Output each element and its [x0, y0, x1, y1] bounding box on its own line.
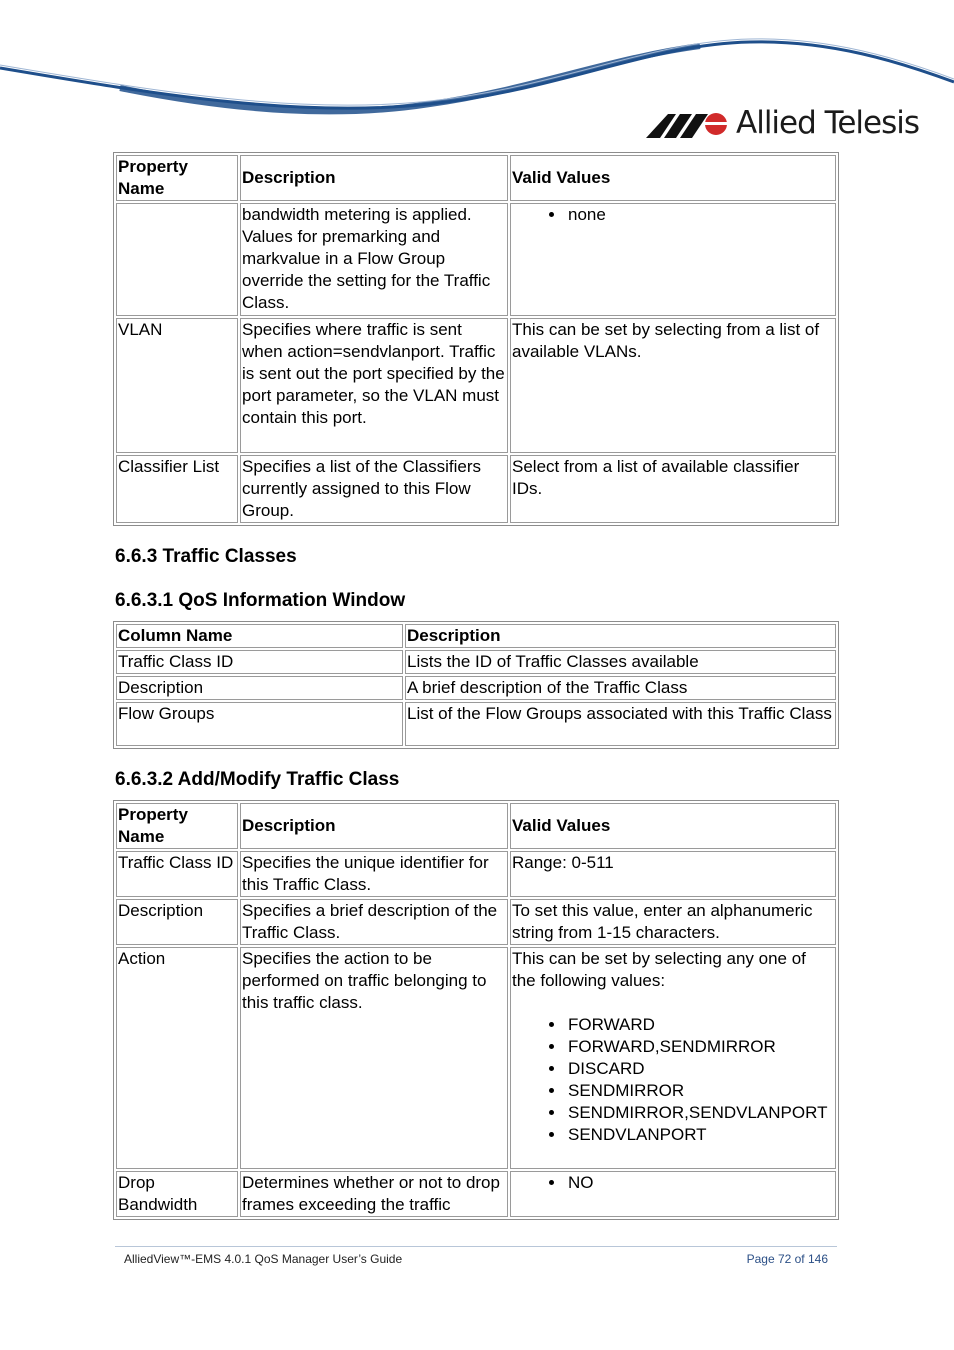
cell-name: Flow Groups — [116, 702, 403, 746]
cell-valid-values: Range: 0-511 — [510, 851, 836, 897]
cell-name: Traffic Class ID — [116, 851, 238, 897]
header-description: Description — [405, 624, 836, 648]
qos-information-columns-table — [113, 621, 839, 749]
cell-valid-values — [510, 947, 836, 1169]
list-item: • none — [566, 204, 834, 226]
table-row — [116, 899, 836, 945]
header-description: Description — [240, 155, 508, 201]
footer-page-number: Page 72 of 146 — [746, 1252, 828, 1266]
cell-valid-values: This can be set by selecting from a list of available VLANs. — [510, 318, 836, 453]
section-heading-qos-information-window: 6.6.3.1 QoS Information Window — [115, 590, 406, 611]
header-property-name: Property Name — [116, 803, 238, 849]
header-valid-values: Valid Values — [510, 155, 836, 201]
header-valid-values: Valid Values — [510, 803, 836, 849]
footer-document-title: AlliedView™-EMS 4.0.1 QoS Manager User’s Guide — [124, 1252, 403, 1266]
cell-name: Description — [116, 899, 238, 945]
cell-name: VLAN — [116, 318, 238, 453]
cell-description: bandwidth metering is applied. Values for premarking and markvalue in a Flow Group override the setting for the Traffic Class. — [240, 203, 508, 316]
traffic-class-properties-table — [113, 800, 839, 1220]
cell-name: Classifier List — [116, 455, 238, 523]
table-row — [116, 203, 836, 316]
header-swoosh — [0, 0, 954, 120]
logo-wordmark: Allied Telesis — [736, 105, 919, 141]
list-item: • FORWARD,SENDMIRROR — [566, 1036, 834, 1058]
list-item: • FORWARD — [566, 1014, 834, 1036]
section-heading-traffic-classes: 6.6.3 Traffic Classes — [115, 546, 297, 567]
cell-description: Determines whether or not to drop frames exceeding the traffic — [240, 1171, 508, 1217]
cell-description: List of the Flow Groups associated with this Traffic Class — [405, 702, 836, 746]
table-row — [116, 851, 836, 897]
list-item: • SENDMIRROR,SENDVLANPORT — [566, 1102, 834, 1124]
valid-values-intro: This can be set by selecting any one of the following values: — [512, 949, 806, 990]
list-item: • SENDMIRROR — [566, 1080, 834, 1102]
cell-description: Specifies a brief description of the Traffic Class. — [240, 899, 508, 945]
table-row — [116, 650, 836, 674]
flow-group-properties-table — [113, 152, 839, 526]
table-row — [116, 702, 836, 746]
cell-description: Specifies a list of the Classifiers currently assigned to this Flow Group. — [240, 455, 508, 523]
header-property-name: Property Name — [116, 155, 238, 201]
table-row — [116, 318, 836, 453]
footer-divider — [115, 1246, 837, 1247]
cell-valid-values: To set this value, enter an alphanumeric string from 1-15 characters. — [510, 899, 836, 945]
action-values-list — [512, 1014, 834, 1146]
cell-description: Specifies the action to be performed on traffic belonging to this traffic class. — [240, 947, 508, 1169]
list-item: • DISCARD — [566, 1058, 834, 1080]
cell-valid-values — [510, 203, 836, 316]
cell-description: Lists the ID of Traffic Classes available — [405, 650, 836, 674]
section-heading-add-modify-traffic-class: 6.6.3.2 Add/Modify Traffic Class — [115, 769, 400, 790]
allied-telesis-logo — [646, 105, 919, 141]
header-description: Description — [240, 803, 508, 849]
cell-valid-values: Select from a list of available classifier IDs. — [510, 455, 836, 523]
cell-name — [116, 203, 238, 316]
cell-name: Action — [116, 947, 238, 1169]
cell-description: Specifies where traffic is sent when action=sendvlanport. Traffic is sent out the port specified by the port parameter, so the VLAN must contain this port. — [240, 318, 508, 453]
table-row — [116, 455, 836, 523]
table-row — [116, 676, 836, 700]
table-row — [116, 1171, 836, 1217]
cell-name: Description — [116, 676, 403, 700]
cell-description: A brief description of the Traffic Class — [405, 676, 836, 700]
cell-name: Traffic Class ID — [116, 650, 403, 674]
list-item: • NO — [566, 1172, 834, 1194]
list-item: • SENDVLANPORT — [566, 1124, 834, 1146]
allied-telesis-logo-mark-icon — [646, 110, 728, 138]
cell-name: Drop Bandwidth — [116, 1171, 238, 1217]
cell-valid-values — [510, 1171, 836, 1217]
table-row — [116, 947, 836, 1169]
cell-description: Specifies the unique identifier for this Traffic Class. — [240, 851, 508, 897]
header-column-name: Column Name — [116, 624, 403, 648]
